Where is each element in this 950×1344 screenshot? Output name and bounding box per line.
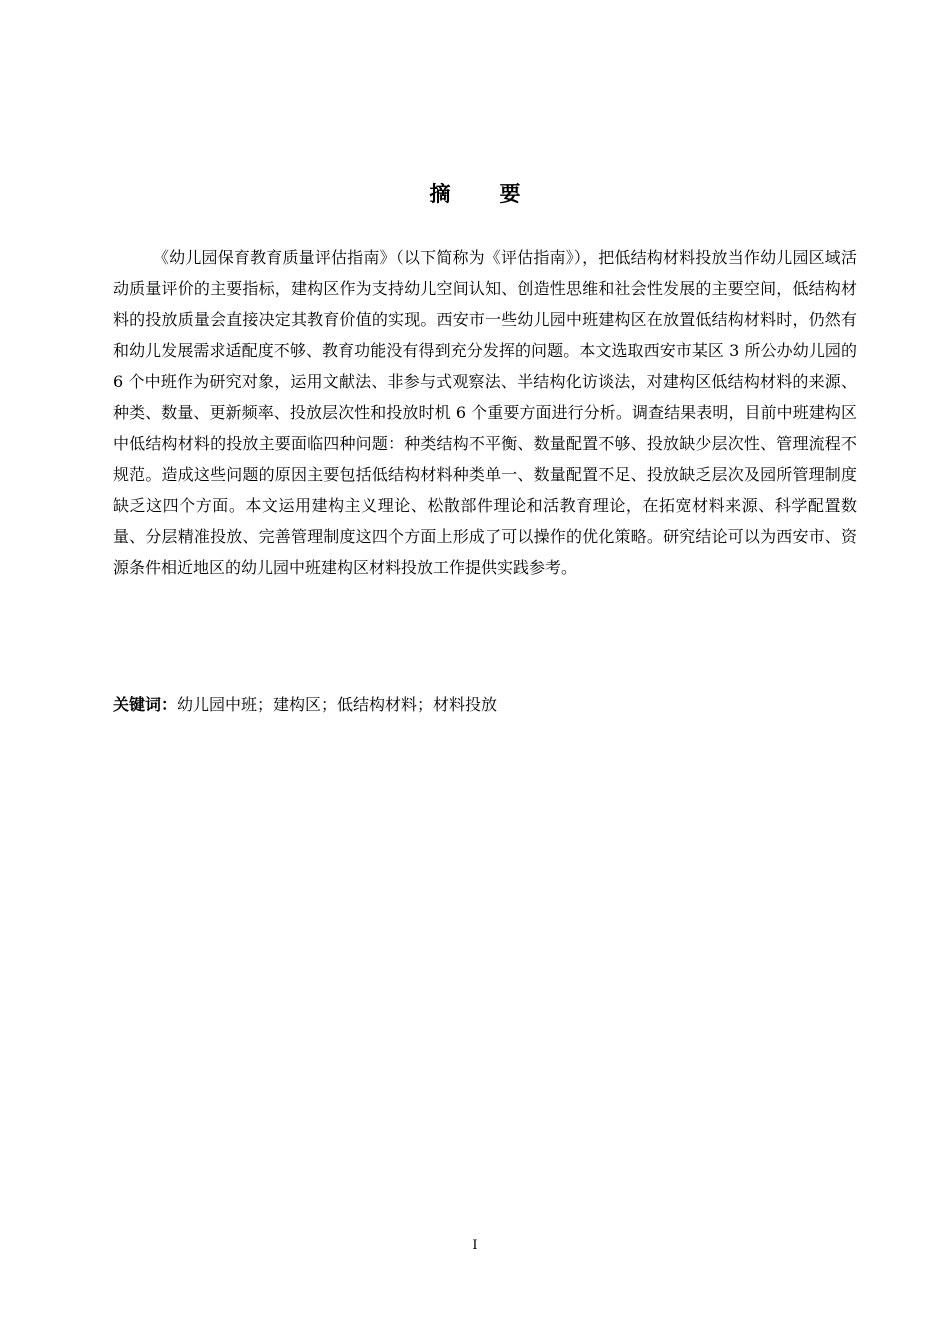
keywords-list: 幼儿园中班；建构区；低结构材料；材料投放: [177, 695, 498, 714]
page-number: I: [472, 1238, 478, 1253]
page-title: 摘 要: [429, 182, 535, 206]
keywords-line: [113, 689, 857, 720]
abstract-paragraph: 《幼儿园保育教育质量评估指南》（以下简称为《评估指南》），把低结构材料投放当作幼儿园区域活动质量评价的主要指标，建构区作为支持幼儿空间认知、创造性思维和社会性发展的主要空间，低结构材料的投放质量会直接决定其教育价值的实现。西安市一些幼儿园中班建构区在放置低结构材料时，仍然有和幼儿发展需求适配度不够、教育功能没有得到充分发挥的问题。本文选取西安市某区 3 所公办幼儿园的 6 个中班作为研究对象，运用文献法、非参与式观察法、半结构化访谈法，对建构区低结构材料的来源、种类、数量、更新频率、投放层次性和投放时机 6 个重要方面进行分析。调查结果表明，目前中班建构区中低结构材料的投放主要面临四种问题：种类结构不平衡、数量配置不够、投放缺少层次性、管理流程不规范。造成这些问题的原因主要包括低结构材料种类单一、数量配置不足、投放缺乏层次及园所管理制度缺乏这四个方面。本文运用建构主义理论、松散部件理论和活教育理论，在拓宽材料来源、科学配置数量、分层精准投放、完善管理制度这四个方面上形成了可以操作的优化策略。研究结论可以为西安市、资源条件相近地区的幼儿园中班建构区材料投放工作提供实践参考。: [113, 248, 857, 577]
keywords-label: 关键词：: [113, 695, 178, 714]
